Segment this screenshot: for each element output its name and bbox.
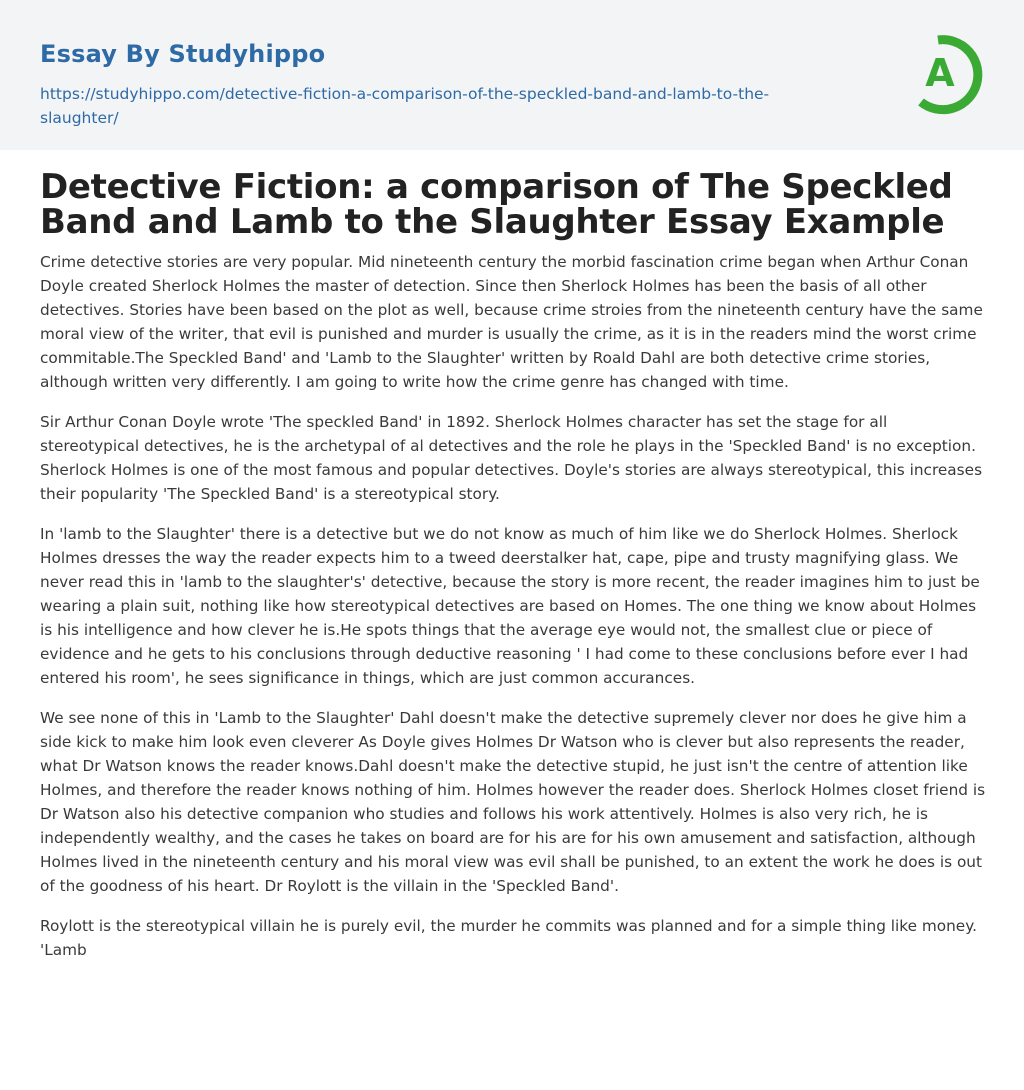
site-header [0, 0, 1024, 150]
article [40, 167, 986, 962]
article-paragraph: In 'lamb to the Slaughter' there is a detective but we do not know as much of him like we do Sherlock Holmes. Sherlock Holmes dresses the way the reader expects him to a tweed deerstalker hat, cape, pipe and trusty magnifying glass. We never read this in 'lamb to the slaughter's' detective, because the story is more recent, the reader imagines him to just be wearing a plain suit, nothing like how stereotypical detectives are based on Homes. The one thing we know about Holmes is his intelligence and how clever he is.He spots things that the average eye would not, the smallest clue or piece of evidence and he gets to his conclusions through deductive reasoning ' I had come to these conclusions before ever I had entered his room', he sees significance in things, which are just common accurances. [40, 525, 980, 687]
logo-letter: A [925, 51, 955, 95]
article-paragraph: Sir Arthur Conan Doyle wrote 'The speckled Band' in 1892. Sherlock Holmes character has set the stage for all stereotypical detectives, he is the archetypal of al detectives and the role he plays in the 'Speckled Band' is no exception. Sherlock Holmes is one of the most famous and popular detectives. Doyle's stories are always stereotypical, this increases their popularity 'The Speckled Band' is a stereotypical story. [40, 413, 983, 503]
article-paragraph: We see none of this in 'Lamb to the Slaughter' Dahl doesn't make the detective supremely clever nor does he give him a side kick to make him look even cleverer As Doyle gives Holmes Dr Watson who is clever but also represents the reader, what Dr Watson knows the reader knows.Dahl doesn't make the detective stupid, he just isn't the centre of attention like Holmes, and therefore the reader knows nothing of him. Holmes however the reader does. Sherlock Holmes closet friend is Dr Watson also his detective companion who studies and follows his work attentively. Holmes is also very rich, he is independently wealthy, and the cases he takes on board are for his are for his own amusement and satisfaction, although Holmes lived in the nineteenth century and his moral view was evil shall be punished, to an extent the work he does is out of the goodness of his heart. Dr Roylott is the villain in the 'Speckled Band'. [40, 709, 986, 895]
site-brand[interactable]: Essay By Studyhippo [40, 40, 326, 68]
article-title: Detective Fiction: a comparison of The Speckled Band and Lamb to the Slaughter Essay Example [40, 167, 953, 242]
studyhippo-logo-icon[interactable] [904, 26, 992, 118]
source-url-link[interactable]: https://studyhippo.com/detective-fiction-a-comparison-of-the-speckled-band-and-lamb-to-the-slaughter/ [40, 85, 770, 127]
article-body [40, 250, 986, 962]
article-paragraph: Roylott is the stereotypical villain he is purely evil, the murder he commits was planned and for a simple thing like money. 'Lamb [40, 917, 977, 959]
article-paragraph: Crime detective stories are very popular. Mid nineteenth century the morbid fascination crime began when Arthur Conan Doyle created Sherlock Holmes the master of detection. Since then Sherlock Holmes has been the basis of all other detectives. Stories have been based on the plot as well, because crime stroies from the nineteenth century have the same moral view of the writer, that evil is punished and murder is usually the crime, as it is in the readers mind the worst crime commitable.The Speckled Band' and 'Lamb to the Slaughter' written by Roald Dahl are both detective crime stories, although written very differently. I am going to write how the crime genre has changed with time. [40, 253, 983, 391]
